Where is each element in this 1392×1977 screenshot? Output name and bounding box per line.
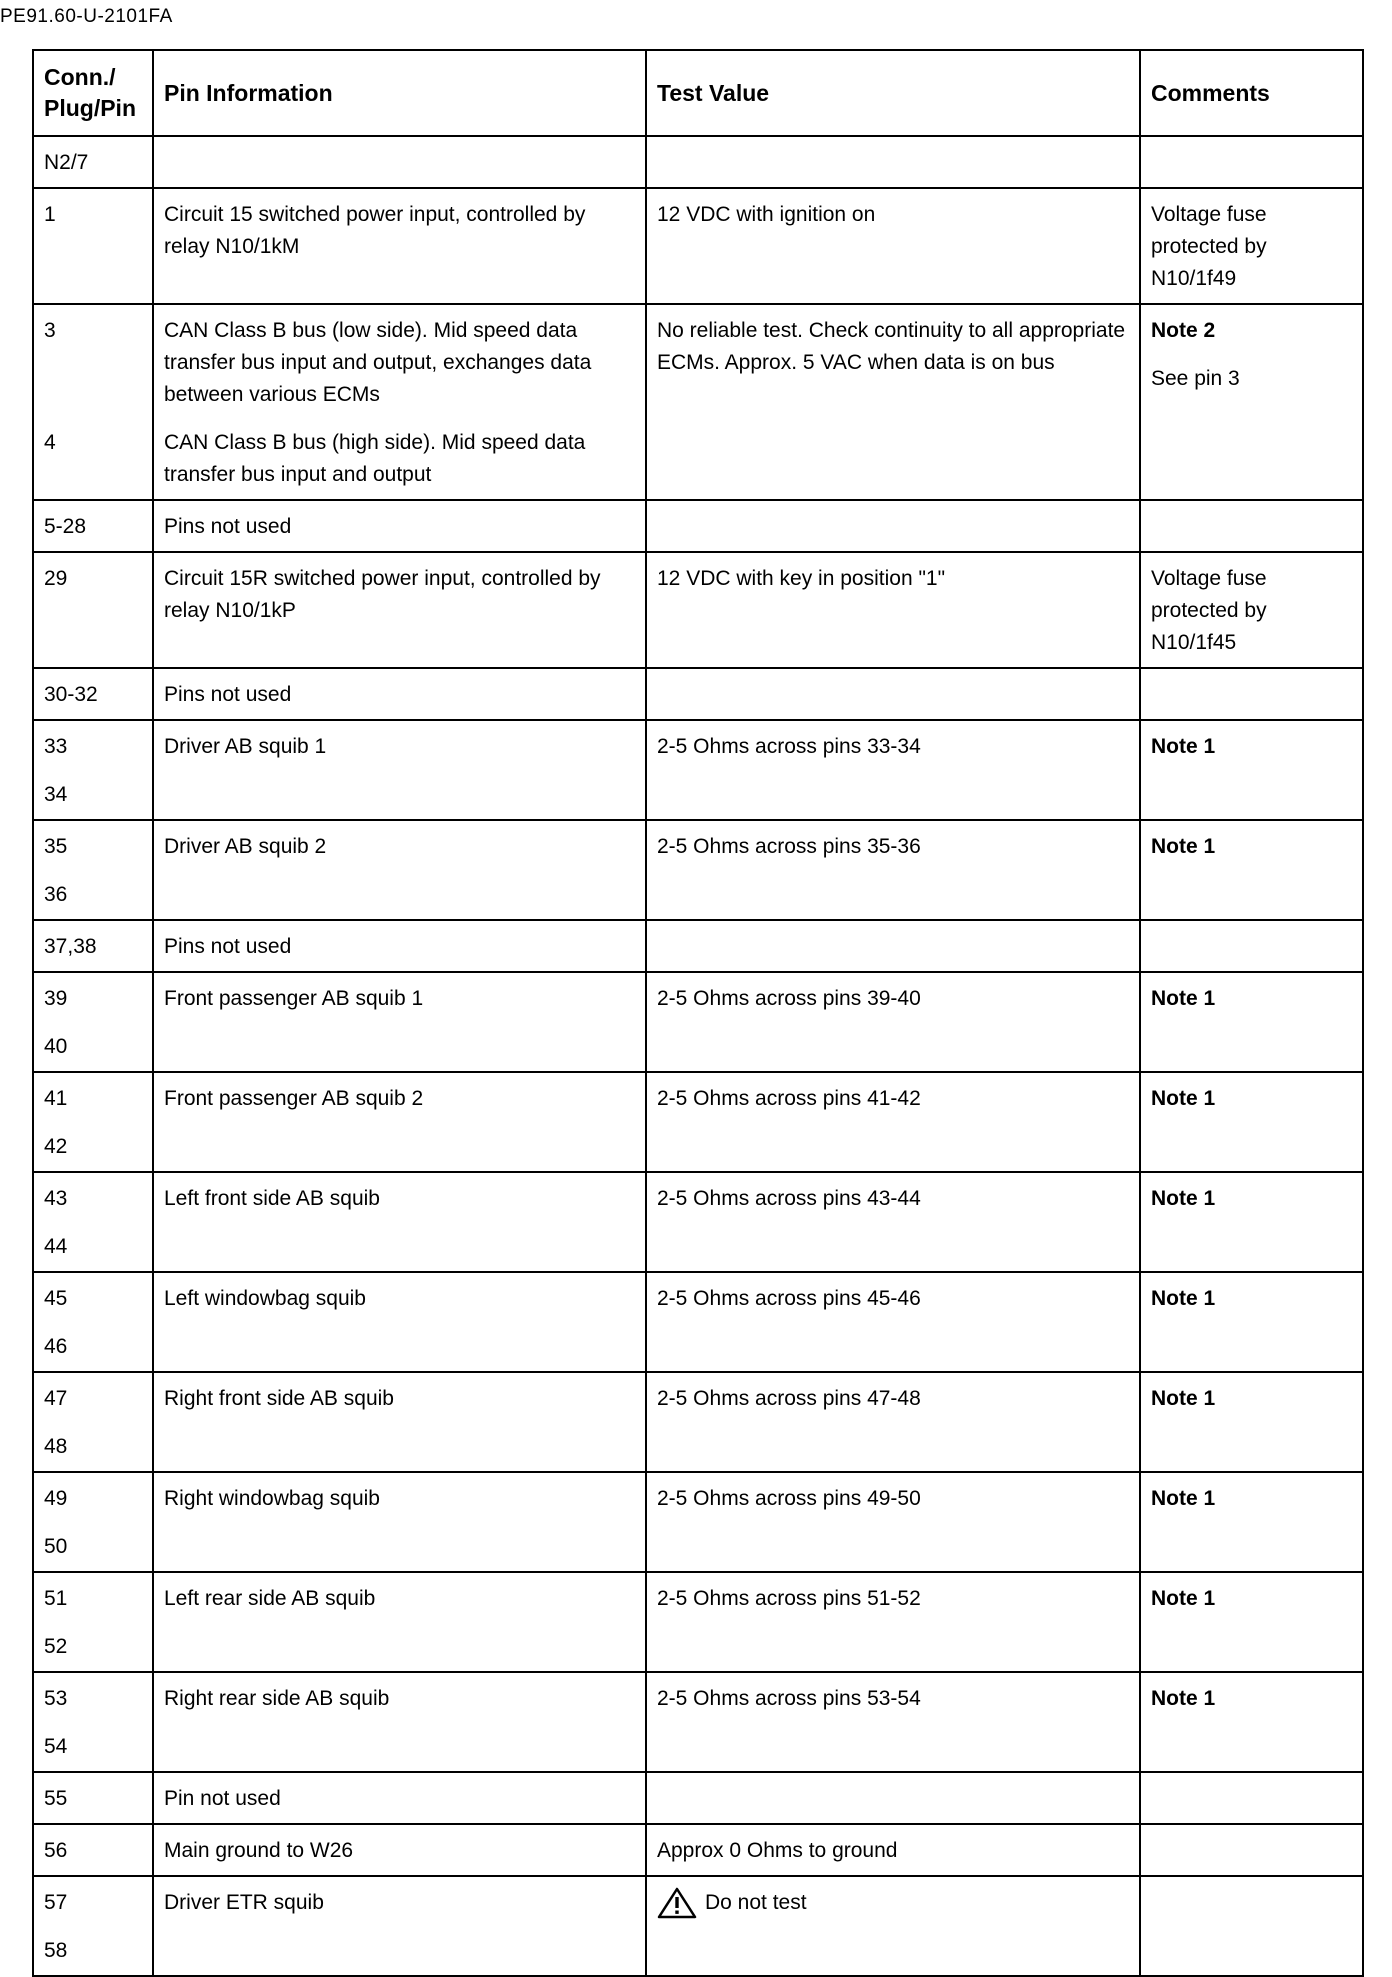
pin-number: 42: [44, 1135, 68, 1158]
table-row: [33, 720, 1363, 820]
pin-number: 47: [44, 1387, 68, 1410]
pin-number: 29: [44, 567, 68, 590]
pin-cell: [33, 972, 153, 1072]
test-value-cell: 2-5 Ohms across pins 47-48: [646, 1372, 1140, 1472]
pin-information-cell: [153, 1772, 646, 1824]
warning-icon: [657, 1887, 697, 1919]
comment-text: Note 1: [1151, 1687, 1216, 1710]
comments-cell: [1140, 972, 1363, 1072]
pin-number: 37,38: [44, 935, 97, 958]
pin-information-cell: [153, 1072, 646, 1172]
pin-information-cell: [153, 188, 646, 304]
pin-information-text: Left front side AB squib: [164, 1187, 380, 1210]
pin-information-cell: [153, 972, 646, 1072]
pin-cell: [33, 820, 153, 920]
comment-text: Note 1: [1151, 1387, 1216, 1410]
pin-cell: [33, 1172, 153, 1272]
table-row: [33, 1472, 1363, 1572]
pin-cell: [33, 1824, 153, 1876]
pin-information-text: Right windowbag squib: [164, 1487, 380, 1510]
pin-cell: [33, 304, 153, 500]
pin-cell: [33, 1572, 153, 1672]
pin-information-text: Pin not used: [164, 1787, 281, 1810]
test-value-cell: 2-5 Ohms across pins 35-36: [646, 820, 1140, 920]
comments-cell: [1140, 1672, 1363, 1772]
comments-cell: [1140, 1772, 1363, 1824]
comments-cell: [1140, 720, 1363, 820]
comment-text: Note 1: [1151, 1187, 1216, 1210]
test-value-cell: [646, 500, 1140, 552]
pin-information-text: Front passenger AB squib 1: [164, 987, 424, 1010]
pin-number: 49: [44, 1487, 68, 1510]
pin-information-text: Pins not used: [164, 935, 292, 958]
pin-information-text: Driver ETR squib: [164, 1891, 324, 1914]
connector-row: [33, 136, 1363, 188]
comments-cell: [1140, 1572, 1363, 1672]
pin-information-cell: [153, 304, 646, 500]
comment-text: Voltage fuse protected by N10/1f45: [1151, 567, 1267, 654]
table-row: [33, 1072, 1363, 1172]
pin-number: 50: [44, 1535, 68, 1558]
test-value-cell: 2-5 Ohms across pins 33-34: [646, 720, 1140, 820]
pin-information-cell: [153, 920, 646, 972]
pin-cell: [33, 1072, 153, 1172]
pin-number: 53: [44, 1687, 68, 1710]
pin-information-cell: [153, 1472, 646, 1572]
pin-information-text: CAN Class B bus (high side). Mid speed data transfer bus input and output: [164, 431, 586, 486]
table-row: [33, 188, 1363, 304]
comments-cell: [1140, 552, 1363, 668]
pin-information-text: Driver AB squib 2: [164, 835, 327, 858]
test-value-cell: 2-5 Ohms across pins 39-40: [646, 972, 1140, 1072]
document-id: PE91.60-U-2101FA: [0, 6, 173, 27]
pin-number: 44: [44, 1235, 68, 1258]
pin-information-text: Right front side AB squib: [164, 1387, 394, 1410]
test-value-text: Do not test: [705, 1891, 807, 1914]
test-value-cell: [646, 1772, 1140, 1824]
test-value-cell: No reliable test. Check continuity to all appropriate ECMs. Approx. 5 VAC when data is on bus: [646, 304, 1140, 500]
comments-cell: [1140, 1072, 1363, 1172]
comments-cell: [1140, 820, 1363, 920]
header-test-value: Test Value: [646, 50, 1140, 136]
test-value-cell: [646, 920, 1140, 972]
pin-information-cell: [153, 552, 646, 668]
table-row: [33, 820, 1363, 920]
pin-information-text: Circuit 15 switched power input, controlled by relay N10/1kM: [164, 203, 586, 258]
pin-number: 58: [44, 1939, 68, 1962]
pin-number: 51: [44, 1587, 68, 1610]
header-pin: Conn./ Plug/Pin: [33, 50, 153, 136]
test-value-cell: 12 VDC with ignition on: [646, 188, 1140, 304]
pin-cell: [33, 1772, 153, 1824]
pin-number: 41: [44, 1087, 68, 1110]
test-value-cell: 2-5 Ohms across pins 49-50: [646, 1472, 1140, 1572]
pin-number: 55: [44, 1787, 68, 1810]
table-row: [33, 1272, 1363, 1372]
test-value-cell: [646, 1876, 1140, 1976]
table-row: [33, 1772, 1363, 1824]
table-row: [33, 552, 1363, 668]
comments-cell: [1140, 188, 1363, 304]
pin-number: 1: [44, 203, 56, 226]
comment-text: Note 1: [1151, 1487, 1216, 1510]
comment-text: See pin 3: [1151, 367, 1240, 390]
pin-cell: [33, 1876, 153, 1976]
table-row: [33, 304, 1363, 500]
header-comments: Comments: [1140, 50, 1363, 136]
table-row: [33, 972, 1363, 1072]
table-header-row: [33, 50, 1363, 136]
connector-label: N2/7: [33, 136, 153, 188]
pin-information-table: [32, 49, 1364, 1977]
pin-cell: [33, 500, 153, 552]
comment-text: Note 1: [1151, 835, 1216, 858]
pin-number: 40: [44, 1035, 68, 1058]
comment-text: Voltage fuse protected by N10/1f49: [1151, 203, 1267, 290]
comments-cell: [1140, 668, 1363, 720]
test-value-cell: [646, 668, 1140, 720]
test-value-cell: 2-5 Ohms across pins 45-46: [646, 1272, 1140, 1372]
pin-information-text: Driver AB squib 1: [164, 735, 327, 758]
pin-number: 30-32: [44, 683, 98, 706]
comment-text: Note 1: [1151, 1087, 1216, 1110]
comment-text: Note 1: [1151, 735, 1216, 758]
table-row: [33, 1824, 1363, 1876]
test-value-cell: 2-5 Ohms across pins 43-44: [646, 1172, 1140, 1272]
pin-information-cell: [153, 1272, 646, 1372]
comments-cell: [1140, 1172, 1363, 1272]
comment-text: Note 1: [1151, 1587, 1216, 1610]
pin-cell: [33, 552, 153, 668]
comments-cell: [1140, 1272, 1363, 1372]
pin-cell: [33, 920, 153, 972]
pin-information-cell: [153, 820, 646, 920]
comments-cell: [1140, 1372, 1363, 1472]
table-row: [33, 1172, 1363, 1272]
pin-number: 52: [44, 1635, 68, 1658]
pin-information-cell: [153, 1372, 646, 1472]
pin-information-text: CAN Class B bus (low side). Mid speed data transfer bus input and output, exchanges data between various ECMs: [164, 319, 592, 406]
pin-information-cell: [153, 1572, 646, 1672]
pin-information-text: Pins not used: [164, 683, 292, 706]
pin-number: 35: [44, 835, 68, 858]
pin-information-text: Main ground to W26: [164, 1839, 354, 1862]
pin-information-text: Circuit 15R switched power input, controlled by relay N10/1kP: [164, 567, 601, 622]
pin-information-cell: [153, 668, 646, 720]
comments-cell: [1140, 500, 1363, 552]
pin-cell: [33, 1272, 153, 1372]
table-row: [33, 920, 1363, 972]
pin-information-text: Right rear side AB squib: [164, 1687, 390, 1710]
pin-cell: [33, 1472, 153, 1572]
pin-number: 57: [44, 1891, 68, 1914]
pin-cell: [33, 1372, 153, 1472]
pin-number: 48: [44, 1435, 68, 1458]
pin-number: 56: [44, 1839, 68, 1862]
pin-information-cell: [153, 1172, 646, 1272]
table-row: [33, 1876, 1363, 1976]
comment-text: Note 2: [1151, 319, 1216, 342]
pin-number: 45: [44, 1287, 68, 1310]
pin-number: 3: [44, 319, 56, 342]
comments-cell: [1140, 920, 1363, 972]
pin-number: 54: [44, 1735, 68, 1758]
pin-number: 5-28: [44, 515, 87, 538]
pin-number: 4: [44, 431, 56, 454]
pin-number: 39: [44, 987, 68, 1010]
test-value-cell: 2-5 Ohms across pins 51-52: [646, 1572, 1140, 1672]
pin-information-cell: [153, 500, 646, 552]
pin-information-cell: [153, 1876, 646, 1976]
pin-information-text: Front passenger AB squib 2: [164, 1087, 424, 1110]
comments-cell: [1140, 304, 1363, 500]
pin-information-text: Left windowbag squib: [164, 1287, 366, 1310]
pin-number: 33: [44, 735, 68, 758]
comments-cell: [1140, 1824, 1363, 1876]
test-value-cell: 2-5 Ohms across pins 53-54: [646, 1672, 1140, 1772]
pin-cell: [33, 188, 153, 304]
table-row: [33, 1372, 1363, 1472]
pin-cell: [33, 668, 153, 720]
pin-number: 34: [44, 783, 68, 806]
table-row: [33, 500, 1363, 552]
test-value-cell: 2-5 Ohms across pins 41-42: [646, 1072, 1140, 1172]
comment-text: Note 1: [1151, 1287, 1216, 1310]
header-pin-information: Pin Information: [153, 50, 646, 136]
pin-information-cell: [153, 1672, 646, 1772]
pin-number: 46: [44, 1335, 68, 1358]
comments-cell: [1140, 1876, 1363, 1976]
pin-information-text: Pins not used: [164, 515, 292, 538]
comments-cell: [1140, 1472, 1363, 1572]
pin-information-text: Left rear side AB squib: [164, 1587, 376, 1610]
pin-information-cell: [153, 1824, 646, 1876]
pin-cell: [33, 1672, 153, 1772]
pin-number: 43: [44, 1187, 68, 1210]
pin-number: 36: [44, 883, 68, 906]
table-row: [33, 668, 1363, 720]
test-value-cell: Approx 0 Ohms to ground: [646, 1824, 1140, 1876]
pin-information-cell: [153, 720, 646, 820]
table-row: [33, 1672, 1363, 1772]
comment-text: Note 1: [1151, 987, 1216, 1010]
test-value-cell: 12 VDC with key in position "1": [646, 552, 1140, 668]
pin-cell: [33, 720, 153, 820]
table-row: [33, 1572, 1363, 1672]
